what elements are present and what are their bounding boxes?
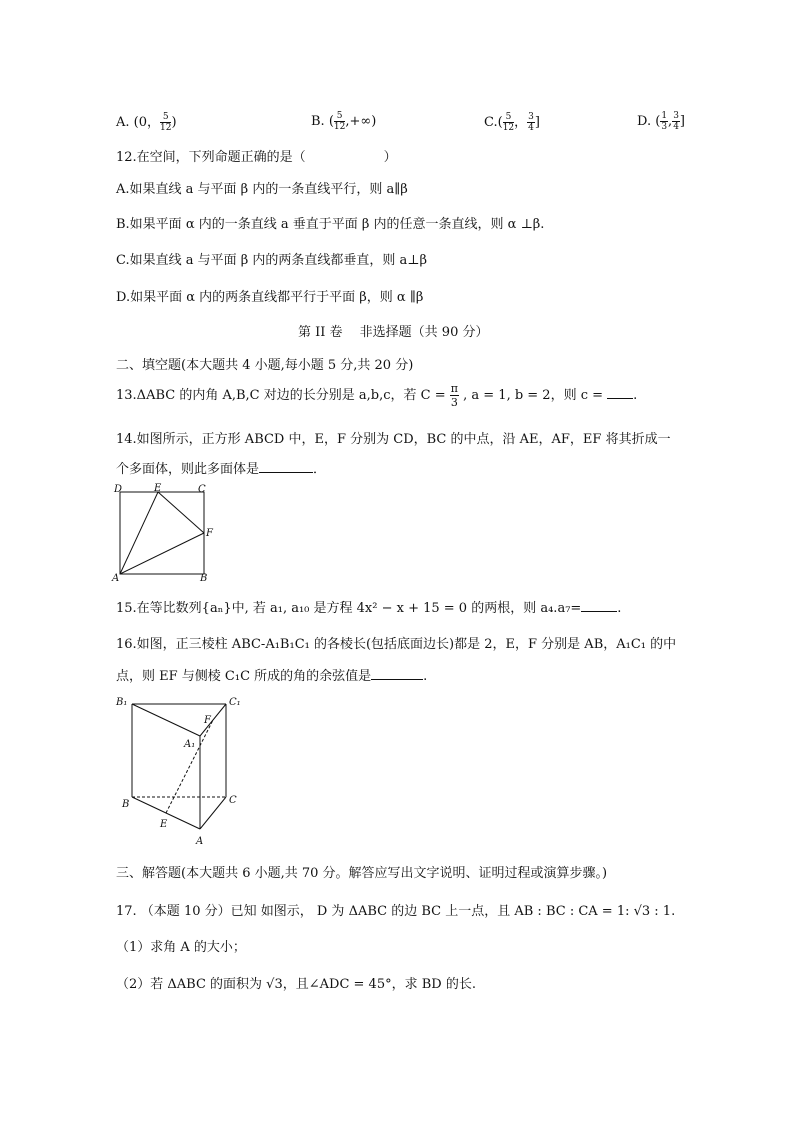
q15-answer-blank[interactable] <box>581 611 617 612</box>
q12-option-d: D.如果平面 α 内的两条直线都平行于平面 β，则 α ∥β <box>116 290 424 305</box>
fill-in-heading: 二、填空题(本大题共 4 小题,每小题 5 分,共 20 分) <box>116 358 414 373</box>
segment-ef-hidden <box>166 720 213 813</box>
label-a1: A₁ <box>184 739 196 750</box>
label-f: F <box>204 715 211 726</box>
label-d: D <box>114 484 123 495</box>
edge-ca <box>200 797 226 829</box>
option-d-fraction-2: $\frac{3}{4}$ <box>673 111 679 132</box>
option-a-fraction: $\frac{5}{12}$ <box>160 112 172 133</box>
option-a-label: A. (0， <box>116 115 160 130</box>
option-b-fraction: $\frac{5}{12}$ <box>333 111 346 132</box>
label-c: C <box>198 484 206 495</box>
edge-b1a1 <box>132 704 200 736</box>
label-e: E <box>160 819 168 830</box>
q17-part-2: （2）若 ΔABC 的面积为 √3，且∠ADC = 45°，求 BD 的长. <box>116 977 476 992</box>
option-a: A. (0， $\frac{5}{12}$ ) <box>116 112 177 133</box>
label-b: B <box>200 573 208 584</box>
option-b: B. ( $\frac{5}{12}$ ,+∞) <box>311 111 377 132</box>
section-title: 第 II 卷 非选择题（共 90 分） <box>298 325 489 340</box>
q16-answer-blank[interactable] <box>371 679 423 680</box>
q16-line-1: 16.如图，正三棱柱 ABC-A₁B₁C₁ 的各棱长(包括底面边长)都是 2，E，F 分别是 AB，A₁C₁ 的中 <box>116 637 677 652</box>
label-a: A <box>196 836 204 847</box>
option-c-fraction-1: $\frac{5}{12}$ <box>502 112 515 133</box>
answer-heading: 三、解答题(本大题共 6 小题,共 70 分。解答应写出文字说明、证明过程或演算步骤。) <box>116 866 608 881</box>
segment-ae <box>120 492 158 574</box>
label-e: E <box>154 483 162 494</box>
label-c: C <box>229 795 237 806</box>
q17-stem: 17. （本题 10 分）已知 如图示， D 为 ΔABC 的边 BC 上一点，且 AB : BC : CA = 1: √3 : 1. <box>116 904 676 919</box>
q12-option-c: C.如果直线 a 与平面 β 内的两条直线都垂直，则 a⊥β <box>116 253 428 268</box>
label-f: F <box>206 528 213 539</box>
q12-option-b: B.如果平面 α 内的一条直线 a 垂直于平面 β 内的任意一条直线，则 α ⊥β. <box>116 217 545 232</box>
q12-option-a: A.如果直线 a 与平面 β 内的一条直线平行，则 a∥β <box>116 182 408 197</box>
q14-answer-blank[interactable] <box>259 472 313 473</box>
q13-answer-blank[interactable] <box>607 398 633 399</box>
label-c1: C₁ <box>229 697 241 708</box>
segment-af <box>120 533 204 574</box>
option-d-fraction-1: $\frac{1}{3}$ <box>661 111 668 132</box>
option-c-fraction-2: $\frac{3}{4}$ <box>528 112 534 133</box>
segment-ef <box>158 492 204 533</box>
q12-stem: 12.在空间，下列命题正确的是（ ） <box>116 150 397 165</box>
q16-line-2: 点，则 EF 与侧棱 C₁C 所成的角的余弦值是 . <box>116 669 428 684</box>
q14-line-1: 14.如图所示，正方形 ABCD 中，E，F 分别为 CD，BC 的中点，沿 AE，AF，EF 将其折成一 <box>116 432 671 447</box>
q13: 13.ΔABC 的内角 A,B,C 对边的长分别是 a,b,c，若 C = $\frac{\pi}{3}$ , a = 1, b = 2，则 c = . <box>116 382 638 409</box>
option-d: D. ( $\frac{1}{3}$ , $\frac{3}{4}$ ] <box>637 111 685 132</box>
option-c: C.( $\frac{5}{12}$ ， $\frac{3}{4}$ ] <box>484 112 540 133</box>
q15: 15.在等比数列{aₙ}中, 若 a₁, a₁₀ 是方程 4x² − x + 15 = 0 的两根，则 a₄.a₇= . <box>116 601 622 616</box>
prism-figure <box>112 692 252 848</box>
square-abcd <box>120 492 204 574</box>
q13-fraction: $\frac{\pi}{3}$ <box>450 382 458 409</box>
label-a: A <box>112 573 120 584</box>
q17-part-1: （1）求角 A 的大小； <box>116 940 246 955</box>
label-b: B <box>122 799 130 810</box>
label-b1: B₁ <box>116 697 128 708</box>
q14-line-2: 个多面体，则此多面体是 ． <box>116 462 327 477</box>
square-figure <box>108 482 218 586</box>
